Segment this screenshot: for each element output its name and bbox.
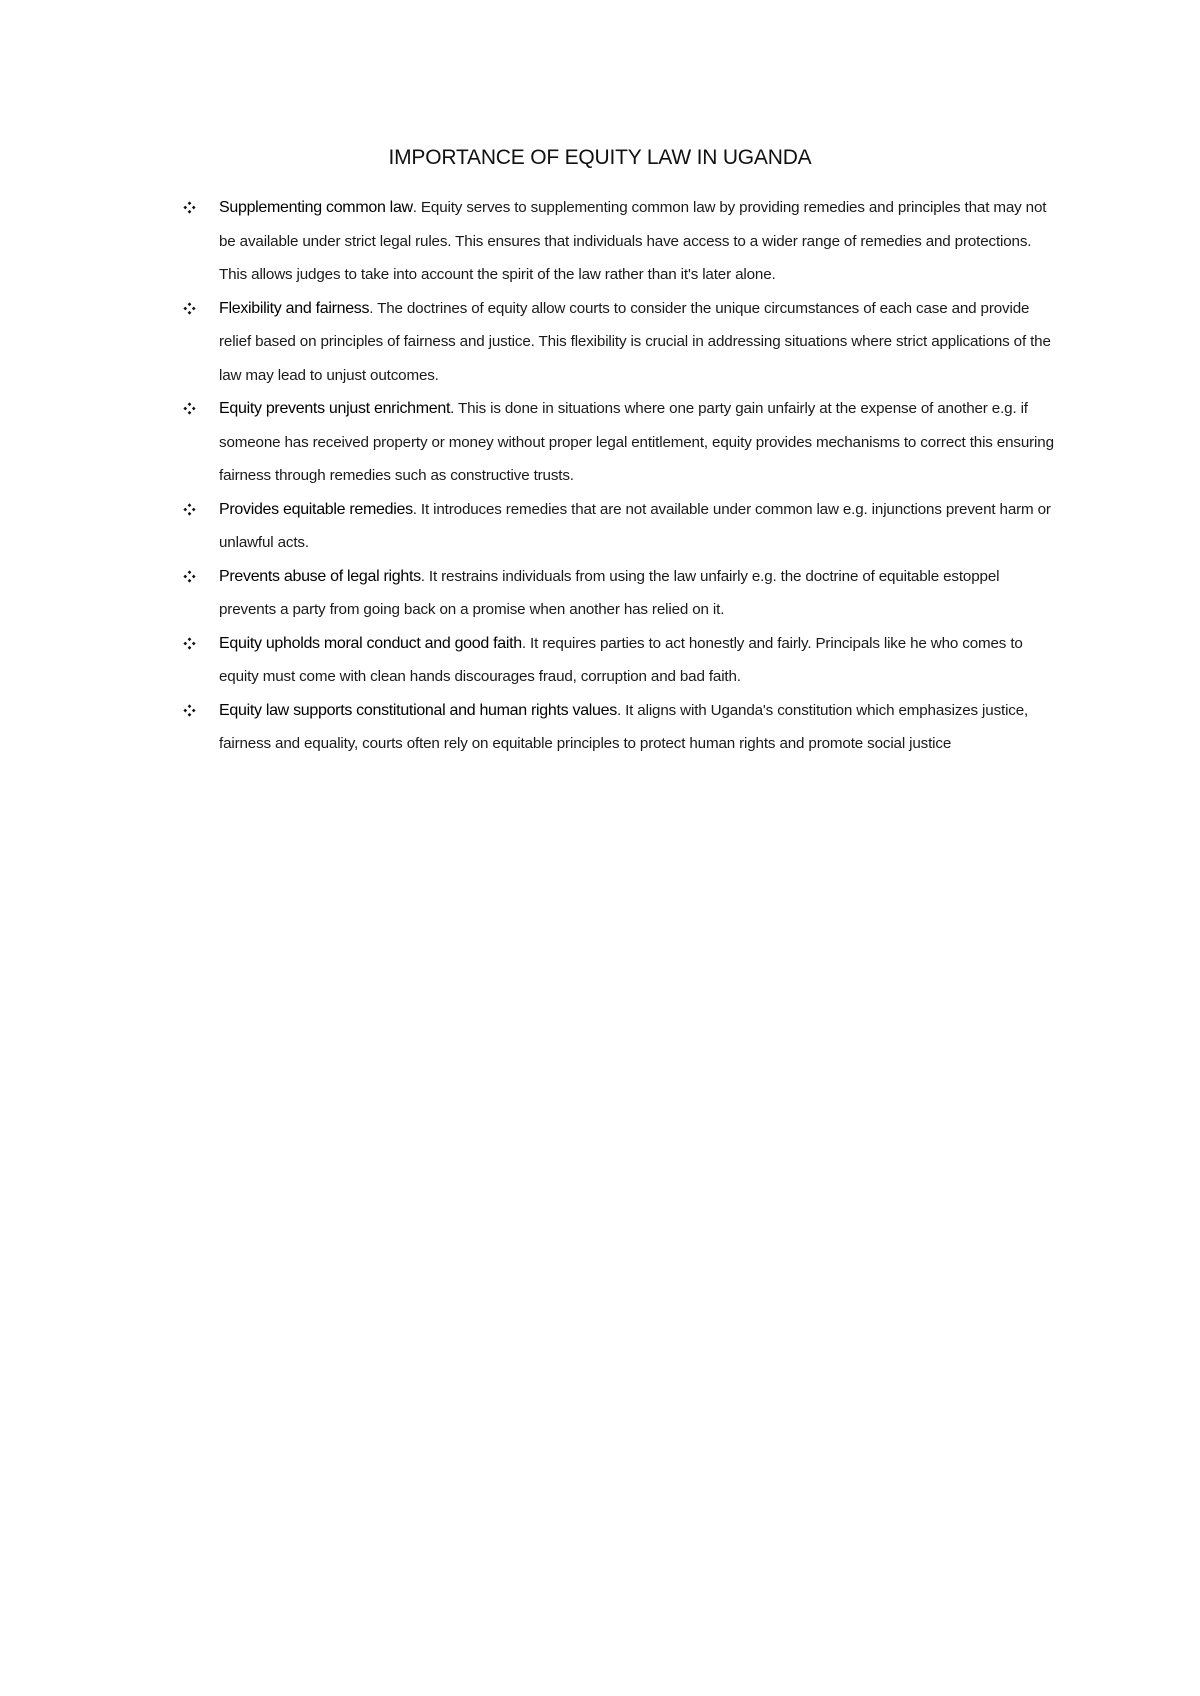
item-text: . It aligns with Uganda's constitution which emphasizes justice, fairness and equality, courts often rely on equitable principles to protect human rights and promote social justice xyxy=(219,701,1029,752)
item-heading: Flexibility and fairness xyxy=(219,299,370,317)
bullet-list xyxy=(181,191,1056,761)
item-heading: Prevents abuse of legal rights xyxy=(219,567,421,585)
list-item xyxy=(181,560,1056,627)
list-item xyxy=(181,191,1056,292)
four-diamond-bullet-icon xyxy=(181,493,197,527)
four-diamond-bullet-icon xyxy=(181,191,197,225)
four-diamond-bullet-icon xyxy=(181,560,197,594)
four-diamond-bullet-icon xyxy=(181,292,197,326)
list-item xyxy=(181,627,1056,694)
item-heading: Equity law supports constitutional and human rights values xyxy=(219,701,617,719)
item-heading: Supplementing common law xyxy=(219,199,413,216)
item-heading: Equity prevents unjust enrichment xyxy=(219,400,451,417)
item-heading: Equity upholds moral conduct and good faith xyxy=(219,634,522,652)
four-diamond-bullet-icon xyxy=(181,694,197,728)
item-text: . The doctrines of equity allow courts to consider the unique circumstances of each case and provide relief based on principles of fairness and justice. This flexibility is crucial in addressing situations where strict applications of the law may lead to unjust outcomes. xyxy=(219,299,1051,384)
four-diamond-bullet-icon xyxy=(181,627,197,661)
item-text: . It introduces remedies that are not available under common law e.g. injunctions prevent harm or unlawful acts. xyxy=(219,500,1051,551)
item-text: . Equity serves to supplementing common law by providing remedies and principles that may not be available under strict legal rules. This ensures that individuals have access to a wider range of remedies and protections. This allows judges to take into account the spirit of the law rather than it's later alone. xyxy=(219,199,1047,283)
list-item xyxy=(181,493,1056,560)
page-title: IMPORTANCE OF EQUITY LAW IN UGANDA xyxy=(388,146,812,169)
item-text: . It restrains individuals from using the law unfairly e.g. the doctrine of equitable estoppel prevents a party from going back on a promise when another has relied on it. xyxy=(219,567,1000,618)
list-item xyxy=(181,392,1056,493)
list-item xyxy=(181,292,1056,393)
four-diamond-bullet-icon xyxy=(181,392,197,426)
item-text: . It requires parties to act honestly and fairly. Principals like he who comes to equity must come with clean hands discourages fraud, corruption and bad faith. xyxy=(219,634,1023,685)
item-heading: Provides equitable remedies xyxy=(219,500,413,518)
list-item xyxy=(181,694,1056,761)
item-text: . This is done in situations where one party gain unfairly at the expense of another e.g. if someone has received property or money without proper legal entitlement, equity provides mechanisms to correct this ensuring fairness through remedies such as constructive trusts. xyxy=(219,400,1054,484)
